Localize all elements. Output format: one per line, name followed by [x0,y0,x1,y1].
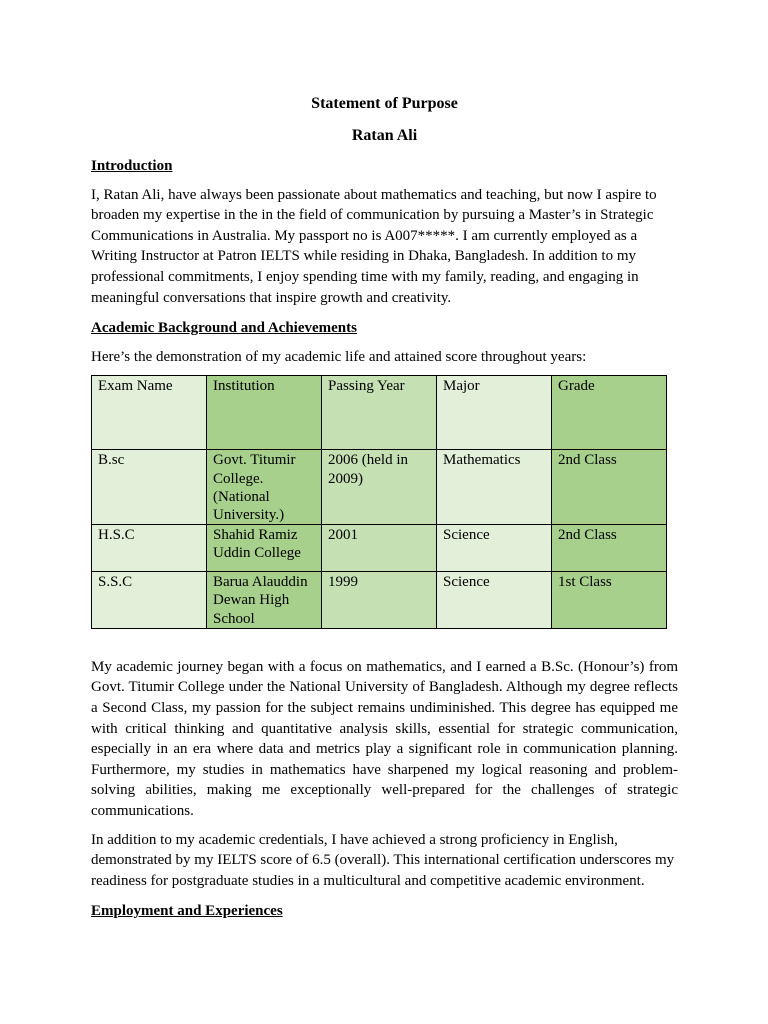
table-row [92,572,667,629]
table-cell: 1st Class [552,572,667,629]
table-cell: 2nd Class [552,525,667,572]
table-header-row [92,376,667,450]
table-cell: Science [437,572,552,629]
table-cell: 2006 (held in 2009) [322,450,437,525]
academic-journey-paragraph: My academic journey began with a focus on mathematics, and I earned a B.Sc. (Honour’s) from Govt. Titumir College under the National University of Bangladesh. Although my degree reflects a Second Class, my passion for the subject remains undiminished. This degree has equipped me with critical thinking and quantitative analysis skills, essential for strategic communication, especially in an era where data and metrics play a significant role in communication planning. Furthermore, my studies in mathematics have sharpened my logical reasoning and problem-solving abilities, making me exceptionally well-prepared for the challenges of strategic communications. [91,658,678,819]
table-cell: Govt. Titumir College. (National University.) [207,450,322,525]
table-row [92,450,667,525]
academic-results-table [91,375,667,628]
table-cell: Science [437,525,552,572]
document-title: Statement of Purpose [311,95,458,112]
document-author: Ratan Ali [351,127,418,144]
document-body [91,93,678,922]
table-cell: Mathematics [437,450,552,525]
academic-heading: Academic Background and Achievements [91,320,357,337]
table-cell: B.sc [92,450,207,525]
introduction-heading: Introduction [91,158,173,174]
employment-heading: Employment and Experiences [91,903,283,920]
table-cell: 2nd Class [552,450,667,525]
table-header-cell: Major [437,376,552,450]
table-cell: Barua Alauddin Dewan High School [207,572,322,629]
table-cell: 1999 [322,572,437,629]
table-header-cell: Grade [552,376,667,450]
table-cell: Shahid Ramiz Uddin College [207,525,322,572]
table-header-cell: Institution [207,376,322,450]
english-proficiency-paragraph: In addition to my academic credentials, I have achieved a strong proficiency in English, demonstrated by my IELTS score of 6.5 (overall). This international certification underscores my readiness for postgraduate studies in a multicultural and competitive academic environment. [91,831,675,889]
table-row [92,525,667,572]
table-cell: S.S.C [92,572,207,629]
introduction-paragraph: I, Ratan Ali, have always been passionate about mathematics and teaching, but now I aspire to broaden my expertise in the in the field of communication by pursuing a Master’s in Strategic Communications in Australia. My passport no is A007*****. I am currently employed as a Writing Instructor at Patron IELTS while residing in Dhaka, Bangladesh. In addition to my professional commitments, I enjoy spending time with my family, reading, and engaging in meaningful conversations that inspire growth and creativity. [91,186,657,306]
table-header-cell: Passing Year [322,376,437,450]
academic-intro-paragraph: Here’s the demonstration of my academic life and attained score throughout years: [91,348,587,365]
table-cell: 2001 [322,525,437,572]
table-cell: H.S.C [92,525,207,572]
table-header-cell: Exam Name [92,376,207,450]
